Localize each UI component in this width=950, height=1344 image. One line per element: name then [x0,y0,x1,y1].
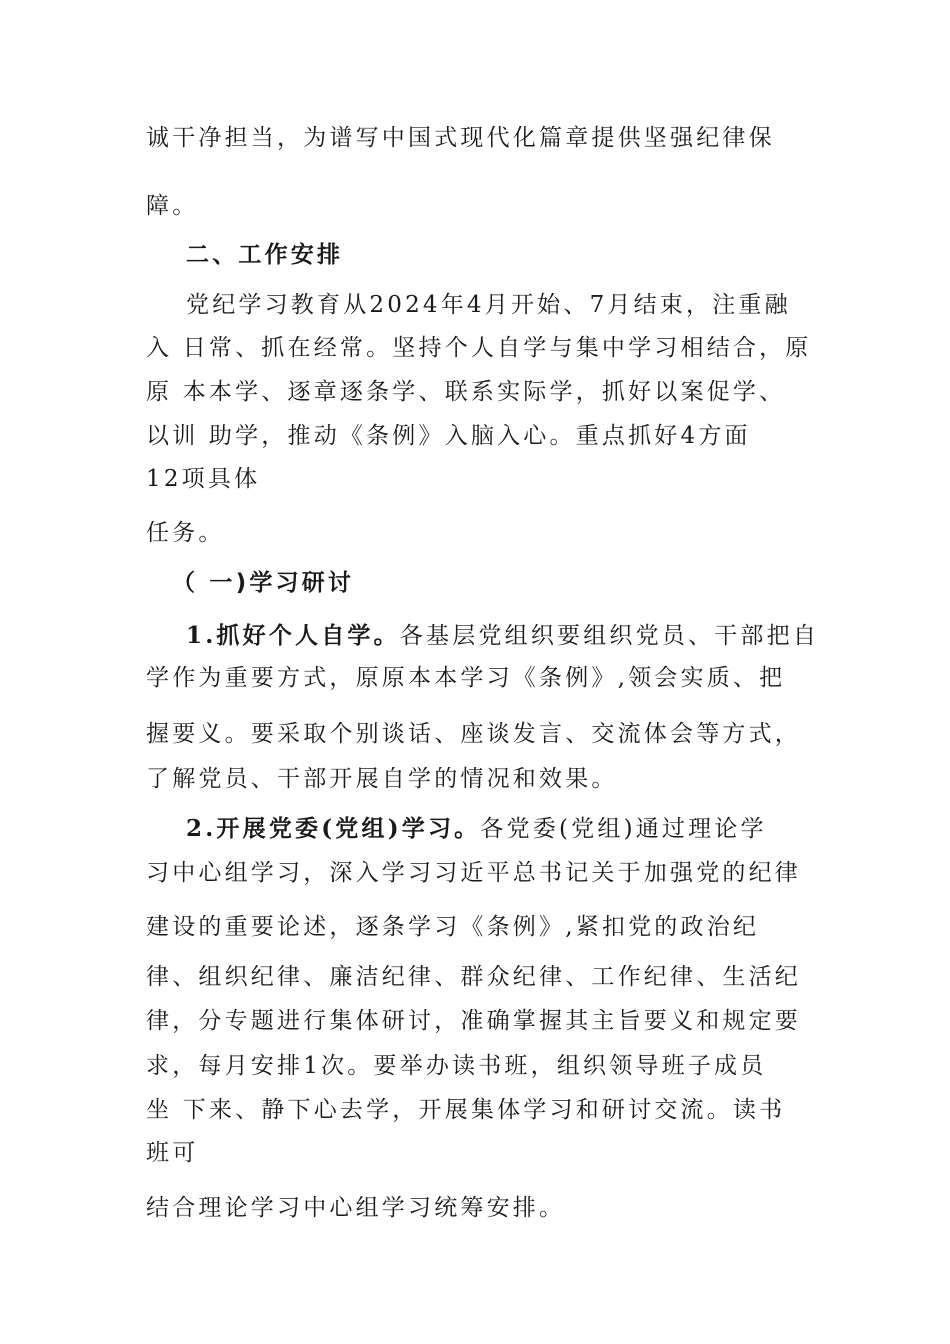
text-line: 入 日常、抓在经常。坚持个人自学与集中学习相结合，原 [146,335,812,361]
item-1-number: 1. [186,622,217,649]
item-2-number: 2. [186,815,217,842]
text-line: 握要义。要采取个别谈话、座谈发言、交流体会等方式， [146,721,801,747]
text-line: 结合理论学习中心组学习统筹安排。 [146,1195,566,1221]
text-line: 了解党员、干部开展自学的情况和效果。 [146,766,618,792]
item-1-line [186,621,819,651]
text-line: 律，分专题进行集体研讨，准确掌握其主旨要义和规定要 [146,1008,801,1034]
text-line: 党纪学习教育从2024年4月开始、7月结束，注重融 [186,292,791,318]
text-line: 诚干净担当，为谱写中国式现代化篇章提供坚强纪律保 [146,125,775,151]
section-heading: 二、工作安排 [186,242,344,268]
text-line: 以训 助学，推动《条例》入脑入心。重点抓好4方面 [146,423,751,449]
text-line: 求，每月安排1次。要举办读书班，组织领导班子成员 [146,1053,767,1079]
text-line: 律、组织纪律、廉洁纪律、群众纪律、工作纪律、生活纪 [146,964,801,990]
item-2-title: 开展党委(党组)学习。 [216,815,481,842]
text-line: 学作为重要方式，原原本本学习《条例》,领会实质、把 [146,665,786,691]
text-line: 原 本本学、逐章逐条学、联系实际学，抓好以案促学、 [146,379,786,405]
text-line: 任务。 [146,520,225,546]
text-line: 12项具体 [146,466,261,492]
text-line: 习中心组学习，深入学习习近平总书记关于加强党的纪律 [146,860,801,886]
text-line: 坐 下来、静下心去学，开展集体学习和研讨交流。读书 [146,1097,786,1123]
item-1-text: 各基层党组织要组织党员、干部把自 [399,623,820,649]
item-1-title: 抓好个人自学。 [216,622,400,649]
text-line: 建设的重要论述，逐条学习《条例》,紧扣党的政治纪 [146,914,760,940]
item-2-line [186,814,767,844]
text-line: 班可 [146,1140,199,1166]
subsection-heading: （ 一)学习研讨 [172,570,355,596]
item-2-text: 各党委(党组)通过理论学 [480,816,767,842]
text-line: 障。 [146,193,199,219]
